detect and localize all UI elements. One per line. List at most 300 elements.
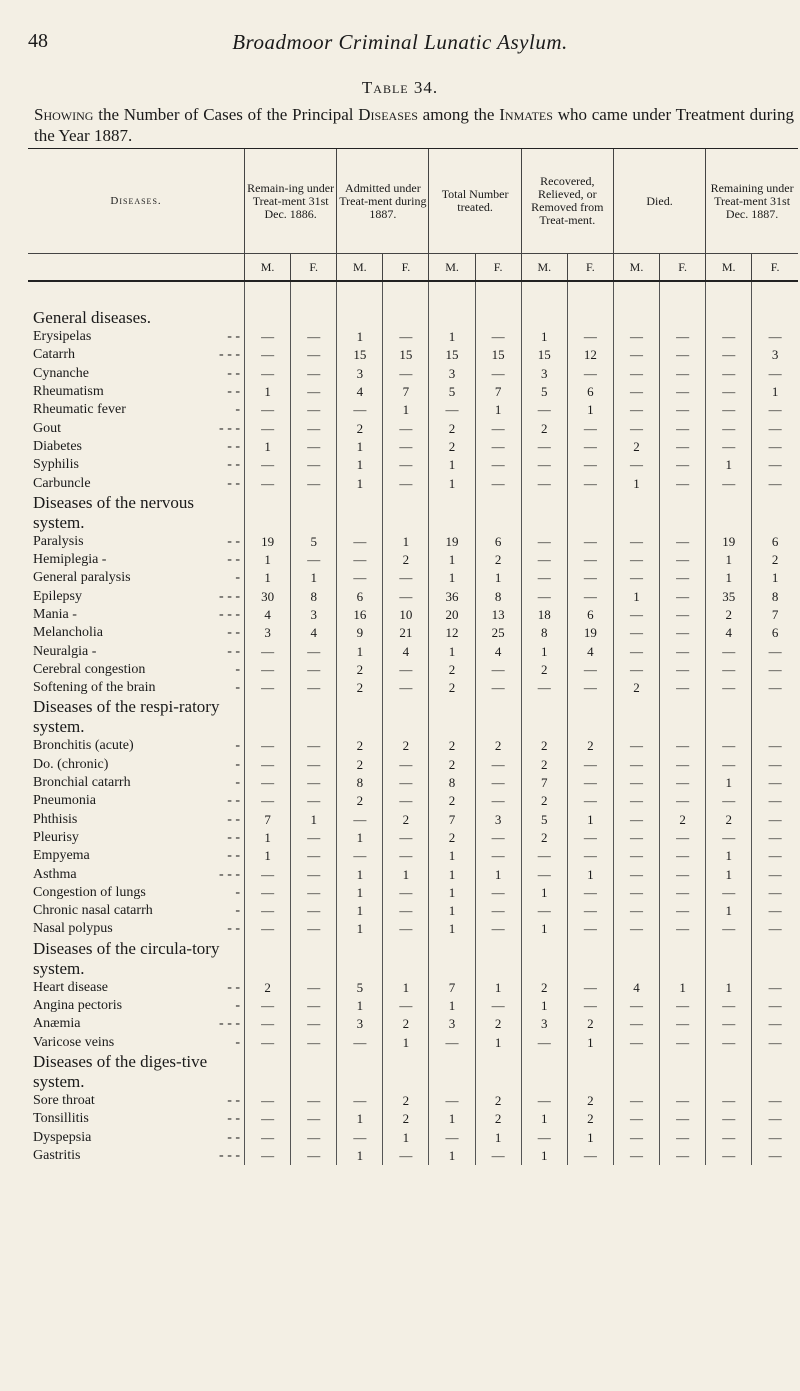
- count-cell: —: [245, 346, 291, 364]
- count-cell: 2: [383, 551, 429, 569]
- empty-cell: [429, 697, 475, 737]
- count-cell: —: [245, 997, 291, 1015]
- count-cell: 1: [337, 920, 383, 938]
- count-cell: 1: [567, 1128, 613, 1146]
- count-cell: —: [706, 401, 752, 419]
- empty-cell: [245, 697, 291, 737]
- empty-cell: [429, 939, 475, 979]
- count-cell: —: [383, 774, 429, 792]
- count-cell: —: [521, 679, 567, 697]
- disease-name-cell: [28, 328, 245, 346]
- leader-dashes: - -: [227, 533, 241, 549]
- count-cell: —: [521, 865, 567, 883]
- count-cell: 7: [521, 774, 567, 792]
- disease-name-cell: [28, 902, 245, 920]
- count-cell: —: [291, 774, 337, 792]
- disease-name-cell: [28, 679, 245, 697]
- count-cell: 3: [429, 365, 475, 383]
- count-cell: 4: [475, 642, 521, 660]
- count-cell: —: [752, 679, 798, 697]
- count-cell: 8: [752, 588, 798, 606]
- count-cell: —: [475, 661, 521, 679]
- leader-dashes: -: [235, 738, 241, 754]
- count-cell: 5: [337, 979, 383, 997]
- count-cell: —: [475, 774, 521, 792]
- disease-name: General paralysis: [33, 570, 131, 586]
- empty-cell: [245, 281, 291, 328]
- section-title: Diseases of the circula-tory system.: [33, 938, 220, 978]
- count-cell: —: [660, 346, 706, 364]
- count-cell: —: [752, 1092, 798, 1110]
- count-cell: —: [291, 997, 337, 1015]
- count-cell: —: [245, 661, 291, 679]
- empty-cell: [706, 281, 752, 328]
- leader-dashes: - -: [227, 921, 241, 937]
- count-cell: —: [245, 642, 291, 660]
- count-cell: —: [475, 847, 521, 865]
- count-cell: 7: [752, 606, 798, 624]
- count-cell: 35: [706, 588, 752, 606]
- count-cell: —: [245, 902, 291, 920]
- section-header-row: [28, 281, 798, 328]
- disease-name: Softening of the brain: [33, 680, 156, 696]
- count-cell: —: [752, 792, 798, 810]
- count-cell: —: [567, 774, 613, 792]
- leader-dashes: -: [235, 570, 241, 586]
- count-cell: —: [567, 847, 613, 865]
- count-cell: —: [475, 328, 521, 346]
- empty-cell: [521, 697, 567, 737]
- count-cell: —: [383, 365, 429, 383]
- count-cell: —: [613, 1034, 659, 1052]
- count-cell: —: [245, 1128, 291, 1146]
- count-cell: —: [567, 588, 613, 606]
- col-remaining-end: Remaining under Treat-ment 31st Dec. 1887.: [706, 149, 798, 254]
- leader-dashes: -: [235, 680, 241, 696]
- count-cell: 1: [521, 920, 567, 938]
- count-cell: —: [383, 474, 429, 492]
- count-cell: 4: [706, 624, 752, 642]
- disease-name-cell: [28, 588, 245, 606]
- count-cell: —: [383, 569, 429, 587]
- count-cell: 1: [337, 1110, 383, 1128]
- count-cell: 1: [706, 979, 752, 997]
- count-cell: —: [660, 588, 706, 606]
- count-cell: —: [291, 829, 337, 847]
- count-cell: —: [660, 997, 706, 1015]
- disease-name-cell: [28, 624, 245, 642]
- count-cell: —: [337, 847, 383, 865]
- table-row: [28, 847, 798, 865]
- disease-name-cell: [28, 756, 245, 774]
- count-cell: —: [613, 737, 659, 755]
- count-cell: 2: [429, 792, 475, 810]
- disease-name: Epilepsy: [33, 588, 82, 604]
- count-cell: —: [567, 438, 613, 456]
- count-cell: 16: [337, 606, 383, 624]
- count-cell: 7: [383, 383, 429, 401]
- count-cell: 19: [245, 533, 291, 551]
- disease-name: Varicose veins: [33, 1034, 115, 1050]
- count-cell: —: [660, 438, 706, 456]
- count-cell: 4: [337, 383, 383, 401]
- disease-name: Do. (chronic): [33, 756, 109, 772]
- count-cell: —: [613, 1147, 659, 1165]
- count-cell: —: [245, 884, 291, 902]
- count-cell: —: [291, 1015, 337, 1033]
- leader-dashes: - -: [227, 625, 241, 641]
- count-cell: —: [706, 365, 752, 383]
- count-cell: 2: [337, 737, 383, 755]
- disease-name: Carbuncle: [33, 475, 91, 491]
- count-cell: 3: [245, 624, 291, 642]
- count-cell: —: [245, 456, 291, 474]
- disease-name: Pneumonia: [33, 793, 96, 809]
- count-cell: 1: [521, 642, 567, 660]
- count-cell: —: [613, 456, 659, 474]
- count-cell: —: [291, 365, 337, 383]
- table-row: [28, 569, 798, 587]
- count-cell: —: [475, 902, 521, 920]
- count-cell: —: [660, 1034, 706, 1052]
- disease-name-cell: [28, 551, 245, 569]
- count-cell: —: [752, 1128, 798, 1146]
- count-cell: —: [567, 792, 613, 810]
- table-label: Table 34.: [361, 78, 439, 97]
- count-cell: 7: [475, 383, 521, 401]
- empty-cell: [475, 281, 521, 328]
- disease-name: Angina pectoris: [33, 998, 123, 1014]
- count-cell: —: [291, 865, 337, 883]
- count-cell: 6: [337, 588, 383, 606]
- empty-cell: [613, 939, 659, 979]
- sub-f: F.: [567, 254, 613, 282]
- section-header-row: [28, 1052, 798, 1092]
- count-cell: 19: [706, 533, 752, 551]
- count-cell: 5: [521, 811, 567, 829]
- disease-name: Gastritis: [33, 1147, 81, 1163]
- count-cell: —: [291, 979, 337, 997]
- count-cell: 3: [337, 365, 383, 383]
- disease-name-cell: [28, 737, 245, 755]
- count-cell: 1: [337, 474, 383, 492]
- count-cell: —: [383, 829, 429, 847]
- empty-cell: [660, 281, 706, 328]
- count-cell: 1: [337, 902, 383, 920]
- col-admitted: Admitted under Treat-ment during 1887.: [337, 149, 429, 254]
- count-cell: 1: [429, 328, 475, 346]
- count-cell: —: [567, 419, 613, 437]
- count-cell: —: [383, 997, 429, 1015]
- sub-f: F.: [475, 254, 521, 282]
- count-cell: 2: [475, 551, 521, 569]
- count-cell: 2: [475, 737, 521, 755]
- count-cell: —: [475, 884, 521, 902]
- count-cell: —: [291, 1147, 337, 1165]
- leader-dashes: - -: [227, 365, 241, 381]
- count-cell: —: [567, 551, 613, 569]
- leader-dashes: - -: [227, 793, 241, 809]
- count-cell: —: [660, 456, 706, 474]
- empty-cell: [383, 1052, 429, 1092]
- count-cell: —: [660, 419, 706, 437]
- leader-dashes: - -: [227, 1092, 241, 1108]
- count-cell: 15: [429, 346, 475, 364]
- disease-name: Heart disease: [33, 979, 109, 995]
- empty-cell: [475, 939, 521, 979]
- count-cell: 1: [429, 1147, 475, 1165]
- count-cell: —: [752, 979, 798, 997]
- count-cell: —: [752, 401, 798, 419]
- count-cell: —: [660, 401, 706, 419]
- disease-name: Catarrh: [33, 347, 75, 363]
- empty-cell: [291, 697, 337, 737]
- count-cell: —: [752, 902, 798, 920]
- count-cell: —: [752, 328, 798, 346]
- count-cell: 1: [245, 829, 291, 847]
- count-cell: —: [245, 792, 291, 810]
- empty-cell: [337, 493, 383, 533]
- table-caption: [34, 104, 794, 146]
- count-cell: —: [613, 902, 659, 920]
- count-cell: —: [752, 997, 798, 1015]
- count-cell: —: [706, 1110, 752, 1128]
- count-cell: —: [613, 569, 659, 587]
- disease-name-cell: [28, 401, 245, 419]
- table-row: [28, 551, 798, 569]
- count-cell: —: [245, 419, 291, 437]
- count-cell: 3: [521, 365, 567, 383]
- count-cell: 1: [245, 847, 291, 865]
- count-cell: —: [245, 328, 291, 346]
- count-cell: —: [475, 456, 521, 474]
- count-cell: 8: [429, 774, 475, 792]
- leader-dashes: - -: [227, 643, 241, 659]
- count-cell: 2: [337, 419, 383, 437]
- count-cell: —: [660, 847, 706, 865]
- count-cell: —: [706, 474, 752, 492]
- count-cell: —: [613, 365, 659, 383]
- count-cell: 15: [475, 346, 521, 364]
- empty-cell: [660, 939, 706, 979]
- count-cell: 1: [521, 328, 567, 346]
- count-cell: 2: [383, 1015, 429, 1033]
- empty-cell: [337, 281, 383, 328]
- count-cell: —: [383, 679, 429, 697]
- table-row: [28, 588, 798, 606]
- table-row: [28, 1015, 798, 1033]
- leader-dashes: - -: [227, 329, 241, 345]
- sub-m: M.: [245, 254, 291, 282]
- empty-cell: [706, 697, 752, 737]
- count-cell: —: [660, 792, 706, 810]
- section-title: Diseases of the respi-ratory system.: [33, 697, 220, 737]
- count-cell: 8: [475, 588, 521, 606]
- count-cell: 4: [291, 624, 337, 642]
- count-cell: 1: [613, 474, 659, 492]
- count-cell: 1: [521, 1110, 567, 1128]
- count-cell: 2: [383, 1092, 429, 1110]
- count-cell: —: [475, 474, 521, 492]
- count-cell: —: [521, 902, 567, 920]
- leader-dashes: -: [235, 756, 241, 772]
- empty-cell: [706, 939, 752, 979]
- count-cell: —: [337, 811, 383, 829]
- count-cell: —: [429, 1034, 475, 1052]
- count-cell: 1: [752, 383, 798, 401]
- disease-name: Paralysis: [33, 533, 84, 549]
- count-cell: 2: [706, 811, 752, 829]
- count-cell: —: [613, 419, 659, 437]
- count-cell: 3: [752, 346, 798, 364]
- count-cell: —: [521, 533, 567, 551]
- count-cell: —: [752, 474, 798, 492]
- count-cell: —: [567, 569, 613, 587]
- count-cell: —: [567, 902, 613, 920]
- count-cell: —: [291, 756, 337, 774]
- empty-cell: [567, 939, 613, 979]
- count-cell: —: [291, 456, 337, 474]
- count-cell: 4: [567, 642, 613, 660]
- empty-cell: [475, 697, 521, 737]
- leader-dashes: - -: [227, 829, 241, 845]
- count-cell: —: [245, 920, 291, 938]
- count-cell: —: [613, 328, 659, 346]
- count-cell: —: [567, 1147, 613, 1165]
- count-cell: —: [291, 679, 337, 697]
- count-cell: —: [706, 829, 752, 847]
- sub-m: M.: [706, 254, 752, 282]
- disease-name: Tonsillitis: [33, 1111, 89, 1127]
- count-cell: 2: [567, 1092, 613, 1110]
- count-cell: —: [383, 328, 429, 346]
- empty-cell: [291, 939, 337, 979]
- count-cell: —: [660, 328, 706, 346]
- caption-mid: among the: [417, 105, 500, 124]
- disease-name: Neuralgia -: [33, 643, 97, 659]
- count-cell: —: [752, 642, 798, 660]
- count-cell: 2: [429, 419, 475, 437]
- table-row: [28, 533, 798, 551]
- count-cell: —: [429, 1128, 475, 1146]
- count-cell: 1: [429, 997, 475, 1015]
- disease-name-cell: [28, 606, 245, 624]
- count-cell: —: [660, 551, 706, 569]
- count-cell: —: [613, 661, 659, 679]
- count-cell: —: [291, 551, 337, 569]
- page-number: 48: [28, 30, 48, 52]
- empty-cell: [245, 1052, 291, 1092]
- count-cell: 1: [475, 401, 521, 419]
- leader-dashes: - -: [227, 457, 241, 473]
- disease-name-cell: [28, 792, 245, 810]
- count-cell: 5: [521, 383, 567, 401]
- count-cell: —: [613, 346, 659, 364]
- count-cell: 4: [613, 979, 659, 997]
- count-cell: 1: [429, 569, 475, 587]
- count-cell: —: [613, 774, 659, 792]
- count-cell: 8: [521, 624, 567, 642]
- table-row: [28, 737, 798, 755]
- table-row: [28, 997, 798, 1015]
- count-cell: 1: [429, 1110, 475, 1128]
- leader-dashes: -: [235, 884, 241, 900]
- count-cell: 1: [245, 383, 291, 401]
- disease-name-cell: [28, 661, 245, 679]
- count-cell: —: [752, 365, 798, 383]
- disease-name: Asthma: [33, 866, 77, 882]
- leader-dashes: - -: [227, 848, 241, 864]
- count-cell: —: [706, 1034, 752, 1052]
- table-row: [28, 438, 798, 456]
- count-cell: 1: [660, 979, 706, 997]
- leader-dashes: - -: [227, 1129, 241, 1145]
- count-cell: —: [567, 979, 613, 997]
- count-cell: 2: [337, 679, 383, 697]
- count-cell: —: [752, 756, 798, 774]
- disease-name-cell: [28, 456, 245, 474]
- empty-cell: [337, 697, 383, 737]
- empty-cell: [613, 493, 659, 533]
- count-cell: 2: [383, 1110, 429, 1128]
- count-cell: —: [521, 551, 567, 569]
- count-cell: 2: [337, 756, 383, 774]
- count-cell: 1: [706, 569, 752, 587]
- count-cell: —: [613, 551, 659, 569]
- leader-dashes: - - -: [219, 1016, 241, 1032]
- table-row: [28, 365, 798, 383]
- disease-name: Rheumatic fever: [33, 402, 126, 418]
- count-cell: 2: [706, 606, 752, 624]
- empty-cell: [429, 1052, 475, 1092]
- count-cell: —: [660, 865, 706, 883]
- empty-cell: [475, 1052, 521, 1092]
- count-cell: —: [291, 474, 337, 492]
- count-cell: —: [660, 474, 706, 492]
- empty-cell: [429, 493, 475, 533]
- count-cell: —: [291, 847, 337, 865]
- leader-dashes: - - -: [219, 420, 241, 436]
- count-cell: —: [337, 1128, 383, 1146]
- count-cell: —: [291, 401, 337, 419]
- count-cell: 1: [337, 829, 383, 847]
- count-cell: 2: [752, 551, 798, 569]
- count-cell: 1: [383, 979, 429, 997]
- count-cell: —: [383, 920, 429, 938]
- leader-dashes: -: [235, 402, 241, 418]
- leader-dashes: -: [235, 903, 241, 919]
- disease-name: Erysipelas: [33, 329, 92, 345]
- disease-name: Bronchial catarrh: [33, 775, 131, 791]
- count-cell: —: [706, 997, 752, 1015]
- count-cell: 2: [521, 792, 567, 810]
- count-cell: —: [613, 642, 659, 660]
- count-cell: 1: [245, 551, 291, 569]
- count-cell: 2: [383, 737, 429, 755]
- count-cell: —: [337, 533, 383, 551]
- count-cell: —: [706, 419, 752, 437]
- count-cell: —: [752, 1110, 798, 1128]
- count-cell: 7: [245, 811, 291, 829]
- empty-cell: [752, 1052, 798, 1092]
- count-cell: 2: [429, 829, 475, 847]
- disease-name: Cerebral congestion: [33, 661, 146, 677]
- sub-m: M.: [337, 254, 383, 282]
- count-cell: 1: [245, 438, 291, 456]
- count-cell: 3: [429, 1015, 475, 1033]
- count-cell: —: [706, 438, 752, 456]
- count-cell: 2: [521, 737, 567, 755]
